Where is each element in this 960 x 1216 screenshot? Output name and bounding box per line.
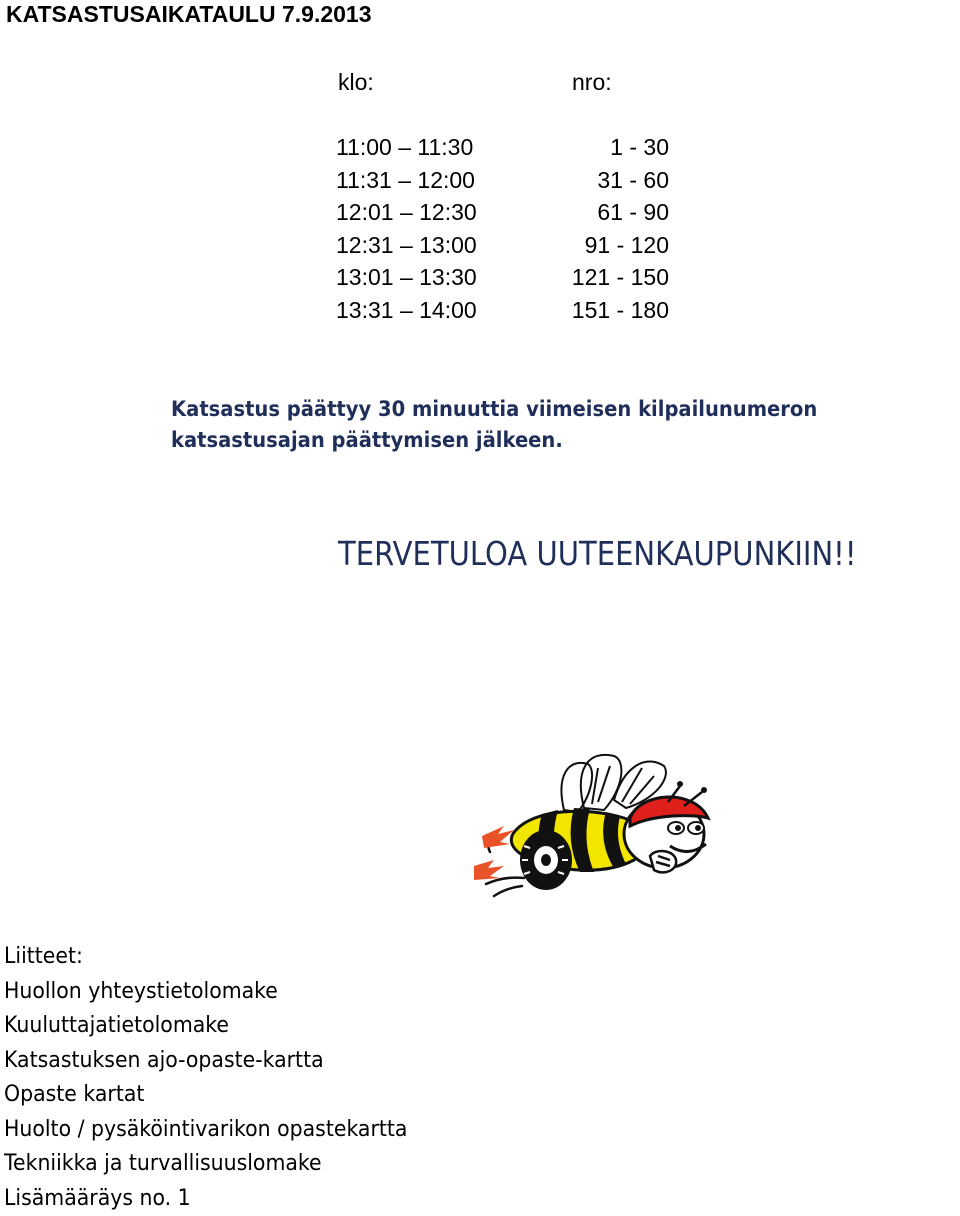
schedule-number-range: 1 - 30 bbox=[610, 134, 669, 160]
inspection-note-line: katsastusajan päättymisen jälkeen. bbox=[171, 428, 563, 452]
schedule-number-range: 91 - 120 bbox=[584, 231, 669, 258]
schedule-row bbox=[336, 263, 696, 296]
hornet-on-wheel-logo-icon bbox=[464, 748, 736, 898]
schedule-number-range: 31 - 60 bbox=[597, 166, 669, 193]
schedule-table bbox=[336, 133, 696, 329]
inspection-note-line: Katsastus päättyy 30 minuuttia viimeisen kilpailunumeron bbox=[171, 397, 818, 421]
schedule-row bbox=[336, 231, 696, 264]
inspection-note bbox=[171, 394, 817, 456]
attachment-item: Kuuluttajatietolomake bbox=[4, 1013, 230, 1038]
attachment-item: Huollon yhteystietolomake bbox=[4, 978, 278, 1004]
schedule-time: 11:00 – 11:30 bbox=[336, 134, 474, 160]
attachment-item: Huolto / pysäköintivarikon opastekartta bbox=[4, 1116, 408, 1142]
schedule-time: 12:01 – 12:30 bbox=[336, 199, 477, 226]
attachment-item: Tekniikka ja turvallisuuslomake bbox=[4, 1151, 322, 1176]
attachments-heading: Liitteet: bbox=[4, 944, 83, 969]
schedule-number-range: 61 - 90 bbox=[597, 199, 669, 226]
schedule-row bbox=[336, 296, 696, 329]
schedule-time: 13:31 – 14:00 bbox=[336, 296, 477, 323]
schedule-time: 13:01 – 13:30 bbox=[336, 264, 477, 291]
schedule-time: 11:31 – 12:00 bbox=[336, 166, 475, 193]
column-header-time: klo: bbox=[338, 69, 374, 95]
schedule-number-range: 151 - 180 bbox=[571, 296, 669, 323]
page-title: KATSASTUSAIKATAULU 7.9.2013 bbox=[6, 1, 372, 27]
schedule-row bbox=[336, 166, 696, 199]
schedule-number-range: 121 - 150 bbox=[571, 264, 669, 291]
column-header-number: nro: bbox=[572, 69, 612, 95]
flame-icon bbox=[474, 826, 514, 880]
schedule-time: 12:31 – 13:00 bbox=[336, 231, 477, 258]
schedule-row bbox=[336, 198, 696, 231]
attachment-item: Opaste kartat bbox=[4, 1082, 145, 1107]
welcome-heading: TERVETULOA UUTEENKAUPUNKIIN!! bbox=[338, 534, 857, 573]
attachments-list bbox=[4, 940, 407, 1216]
schedule-row bbox=[336, 133, 696, 166]
attachment-item: Lisämääräys no. 1 bbox=[4, 1185, 191, 1211]
attachment-item: Katsastuksen ajo-opaste-kartta bbox=[4, 1047, 324, 1073]
wheel-icon bbox=[520, 830, 572, 890]
